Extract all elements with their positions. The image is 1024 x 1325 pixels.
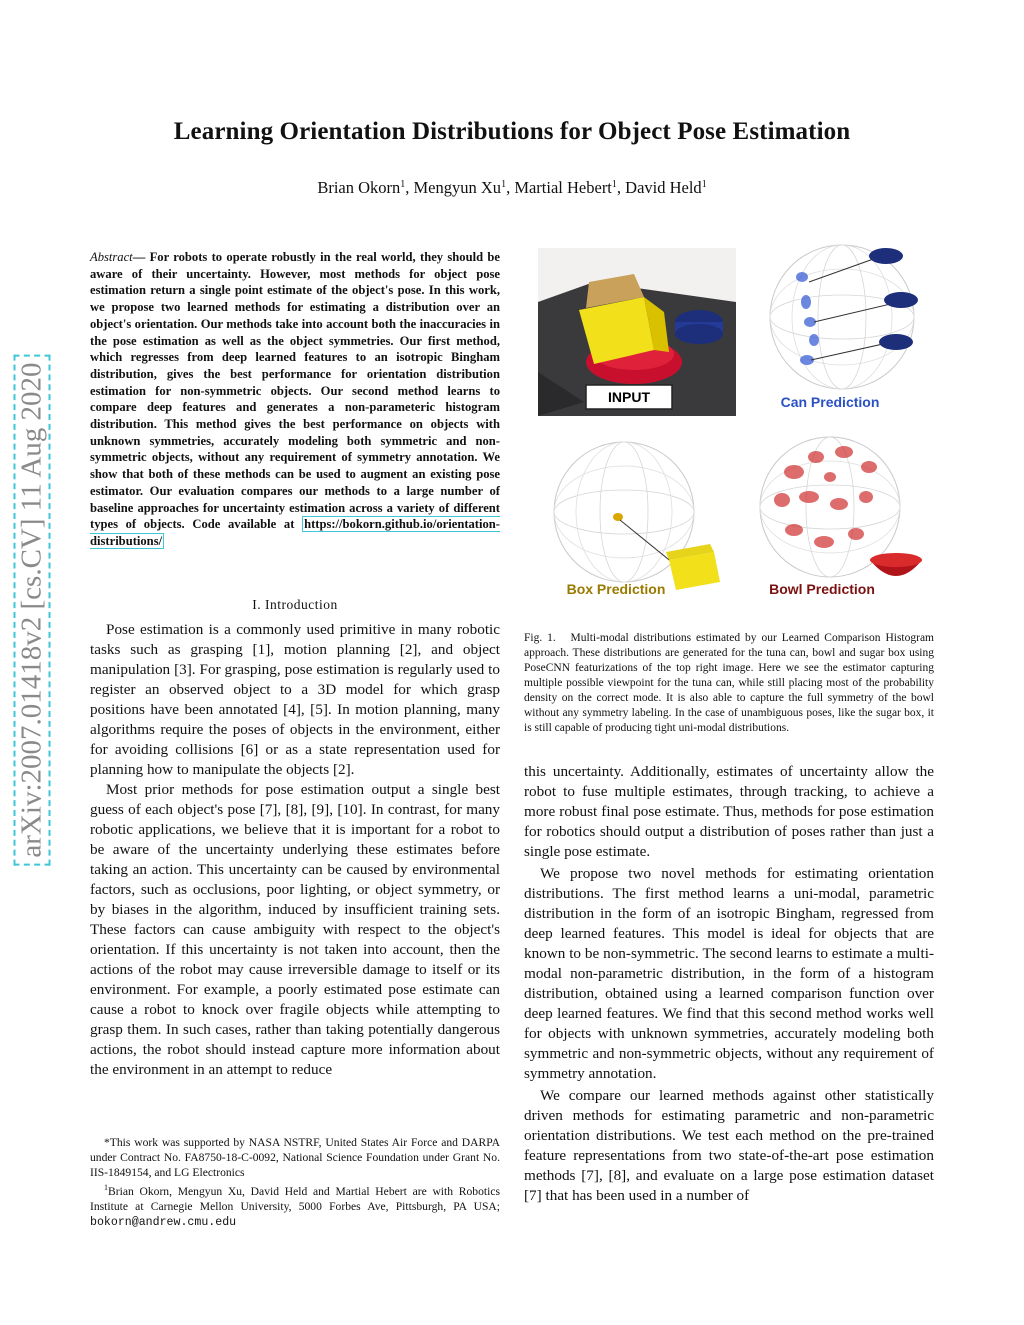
figure-caption bbox=[524, 631, 934, 736]
arxiv-stamp-text[interactable]: arXiv:2007.01418v2 [cs.CV] 11 Aug 2020 bbox=[14, 354, 51, 865]
box-probability-mark bbox=[613, 513, 623, 521]
author-name: Mengyun Xu bbox=[413, 178, 502, 197]
paragraph: Most prior methods for pose estimation output a single best guess of each object's pose [7], [8], [9], [10]. In contrast, for many robotic applications, we believe that it is important for a robot to be aware of the uncertainty underlying these estimates before taking an action. This uncertainty can be caused by environmental factors, such as occlusions, poor lighting, or object symmetry, or by biases in the algorithm, induced by insufficient training sets. These factors can cause ambiguity with respect to the object's orientation. If this uncertainty is not taken into account, then the actions of the robot may cause irreversible damage to itself or its environment. For example, a poorly estimated pose estimate can cause a robot to knock over fragile objects while attempting to grasp them. In such cases, rather than taking potentially dangerous actions, the robot should instead capture more information about the environment in an attempt to reduce bbox=[90, 781, 500, 1078]
email-address[interactable]: bokorn@andrew.cmu.edu bbox=[90, 1215, 237, 1229]
paragraph: We compare our learned methods against other statistically driven methods for estimating parametric and non-parametric orientation distributions. We test each method on the pre-trained feature representations from two state-of-the-art pose estimation methods [7], [8], and evaluate on a large pose estimation dataset [7] that has been used in a number of bbox=[524, 1087, 934, 1204]
right-column-body bbox=[524, 762, 934, 1206]
paragraph: this uncertainty. Additionally, estimates of uncertainty allow the robot to fuse multiple estimates, through tracking, to achieve a more robust final pose estimate. Thus, methods for pose estimation for robotics should output a distribution of poses rather than just a single pose estimate. bbox=[524, 763, 934, 860]
section-heading-introduction: I. Introduction bbox=[252, 597, 338, 612]
box-prediction-panel bbox=[554, 442, 720, 597]
paragraph: Pose estimation is a commonly used primitive in many robotic tasks such as grasping [1], motion planning [2], and object manipulation [3]. For grasping, pose estimation is regularly used to register an observed object to a 3D model for which grasp positions have been annotated [4], [5]. In motion planning, many algorithms require the poses of objects in the environment, either for avoiding collisions [6] or as a state representation used for planning how to manipulate the objects [2]. bbox=[90, 621, 500, 778]
author-name: David Held bbox=[625, 178, 702, 197]
paragraph: We propose two novel methods for estimating orientation distributions. The first method learns a uni-modal, parametric distribution in the form of an isotropic Bingham, regressed from deep learned features. This model is ideal for objects that are known to be non-symmetric. The second learns to estimate a multi-modal non-parametric distribution, in the form of a histogram distribution, obtained using a learned comparison function over deep learned features. We find that this second method works well for objects with unknown symmetries, accurately modeling both symmetric and non-symmetric objects, without any requirement of symmetry annotation. bbox=[524, 865, 934, 1082]
abstract bbox=[90, 249, 500, 550]
author-name: Brian Okorn bbox=[317, 178, 401, 197]
abstract-label: Abstract bbox=[90, 250, 133, 264]
code-link[interactable]: https://bokorn.github.io/orientation-distributions/ bbox=[90, 517, 500, 548]
caption-label: Fig. 1. bbox=[524, 632, 556, 644]
affiliation-mark: 1 bbox=[611, 179, 617, 190]
footnotes bbox=[90, 1135, 500, 1230]
can-prediction-panel bbox=[770, 245, 918, 410]
bowl-model-icon bbox=[870, 553, 922, 576]
abstract-text: For robots to operate robustly in the real world, they should be aware of their uncertainty. However, most methods for object pose estimation return a single point estimate of the object's pose. In this work, we propose two learned methods for estimating a distribution over an object's orientation. Our methods take into account both the inaccuracies in the pose estimation as well as the object symmetries. Our first method, which regresses from deep learned features to an isotropic Bingham distribution, gives the best performance for orientation distribution estimation for non-symmetric objects. Our second method learns to compare deep features and generates a non-parameteric histogram distribution. This method gives the best performance on objects with unknown symmetries, accurately modeling both symmetric and non-symmetric objects, without any requirement of symmetry annotation. We show that both of these methods can be used to augment an existing pose estimator. Our evaluation compares our methods to a large number of baseline approaches for uncertainty estimation across a variety of different types of objects. Code available at bbox=[90, 250, 500, 532]
author-name: Martial Hebert bbox=[514, 178, 612, 197]
paper-title: Learning Orientation Distributions for Object Pose Estimation bbox=[173, 118, 851, 145]
input-photo-panel bbox=[538, 248, 736, 416]
bowl-prediction-panel bbox=[760, 437, 922, 597]
affiliation-mark: 1 bbox=[104, 1183, 108, 1192]
bowl-prediction-label: Bowl Prediction bbox=[769, 581, 875, 597]
affiliation-mark: 1 bbox=[501, 179, 507, 190]
affiliation-mark: 1 bbox=[400, 179, 406, 190]
affiliation-footnote bbox=[90, 1180, 500, 1230]
affiliation-mark: 1 bbox=[701, 179, 707, 190]
figure-1 bbox=[524, 242, 944, 622]
left-column-body bbox=[90, 620, 500, 1080]
author-list: Brian Okorn$^1$, Mengyun Xu$^1$, Martial Hebert$^1$, David Held$^1$ bbox=[317, 178, 707, 197]
can-prediction-label: Can Prediction bbox=[780, 394, 880, 410]
abstract-dash: — bbox=[132, 250, 150, 264]
can-probability-marks bbox=[796, 272, 819, 365]
box-model-icon bbox=[666, 544, 720, 590]
funding-footnote: *This work was supported by NASA NSTRF, United States Air Force and DARPA under Contract No. FA8750-18-C-0092, National Science Foundation under Grant No. IIS-1849154, and LG Electronics bbox=[90, 1136, 500, 1179]
affiliation-text: Brian Okorn, Mengyun Xu, David Held and Martial Hebert are with Robotics Institute at Carnegie Mellon University, 5000 Forbes Ave, Pittsburgh, PA USA; bbox=[90, 1184, 500, 1213]
input-label: INPUT bbox=[608, 389, 650, 405]
can-model-icon bbox=[869, 248, 918, 350]
arxiv-stamp bbox=[12, 310, 52, 910]
box-prediction-label: Box Prediction bbox=[566, 581, 666, 597]
caption-text: Multi-modal distributions estimated by our Learned Comparison Histogram approach. These distributions are generated for the tuna can, bowl and sugar box using PoseCNN featurizations of the top right image. Here we see the estimator capturing multiple possible viewpoint for the tuna can, while still placing most of the probability density on the correct mode. It is also able to capture the full symmetry of the bowl without any symmetry labeling. In the case of unambiguous poses, like the sugar box, it is still capable of producing tight uni-modal distributions. bbox=[524, 632, 934, 734]
